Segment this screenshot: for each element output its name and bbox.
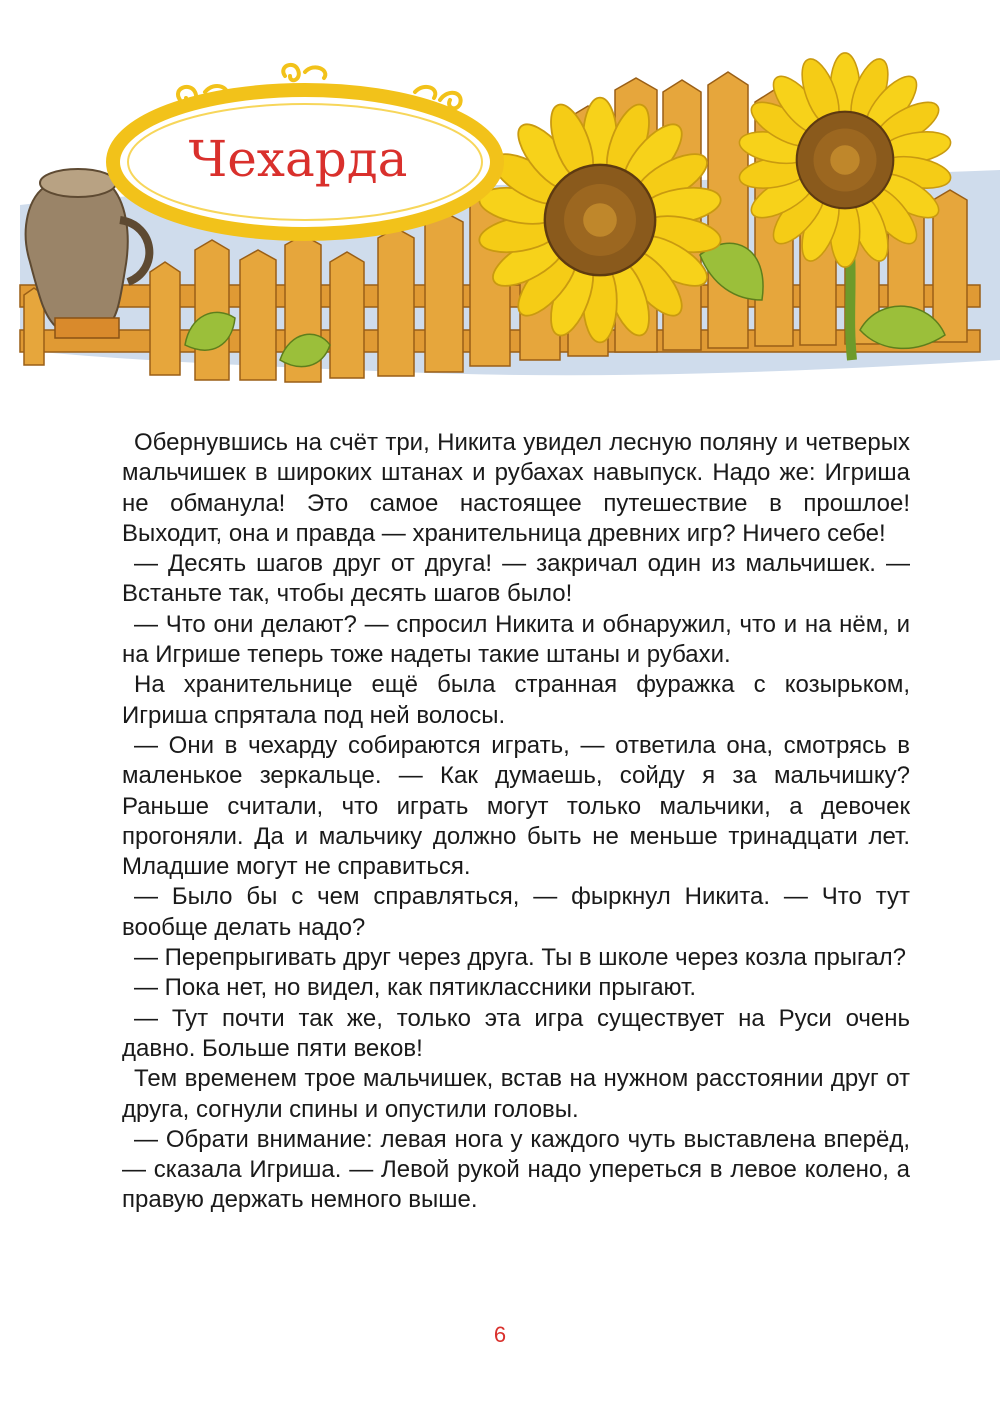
paragraph: Тем временем трое мальчишек, встав на нужном расстоянии друг от друга, согнули спины и опустили головы.: [122, 1065, 910, 1123]
paragraph: — Было бы с чем справляться, — фыркнул Никита. — Что тут вообще делать надо?: [122, 883, 910, 941]
body-text: [122, 428, 910, 1216]
paragraph: — Десять шагов друг от друга! — закричал один из мальчишек. — Встаньте так, чтобы десять шагов было!: [122, 550, 910, 608]
page-number: 6: [493, 1322, 507, 1347]
paragraph: — Они в чехарду собираются играть, — ответила она, смотрясь в маленькое зеркальце. — Как думаешь, сойду я за мальчишку? Раньше считали, что играть могут только мальчики, а девочек прогоняли. Да и мальчику должно быть не меньше тринадцати лет. Младшие могут не справиться.: [122, 731, 910, 881]
paragraph: Обернувшись на счёт три, Никита увидел лесную поляну и четверых мальчишек в широких штанах и рубахах навыпуск. Надо же: Игриша не обманула! Это самое настоящее путешествие в прошлое! Выходит, она и правда — хранительница древних игр? Ничего себе!: [122, 429, 910, 547]
paragraph: — Пока нет, но видел, как пятиклассники прыгают.: [134, 974, 697, 1002]
paragraph: — Что они делают? — спросил Никита и обнаружил, что и на нём, и на Игрише теперь тоже надеты такие штаны и рубахи.: [122, 610, 910, 669]
paragraph: На хранительнице ещё была странная фуражка с козырьком, Игриша спрятала под ней волосы.: [122, 671, 910, 729]
sunflower-stem: [850, 250, 852, 360]
page-title: Чехарда: [188, 130, 408, 188]
paragraph: — Перепрыгивать друг через друга. Ты в школе через козла прыгал?: [134, 944, 906, 972]
paragraph: — Тут почти так же, только эта игра существует на Руси очень давно. Больше пяти веков!: [122, 1004, 910, 1062]
paragraph: — Обрати внимание: левая нога у каждого чуть выставлена вперёд, — сказала Игриша. — Левой рукой надо упереться в левое колено, а правую держать немного выше.: [122, 1125, 910, 1214]
header-illustration: [0, 0, 1000, 400]
